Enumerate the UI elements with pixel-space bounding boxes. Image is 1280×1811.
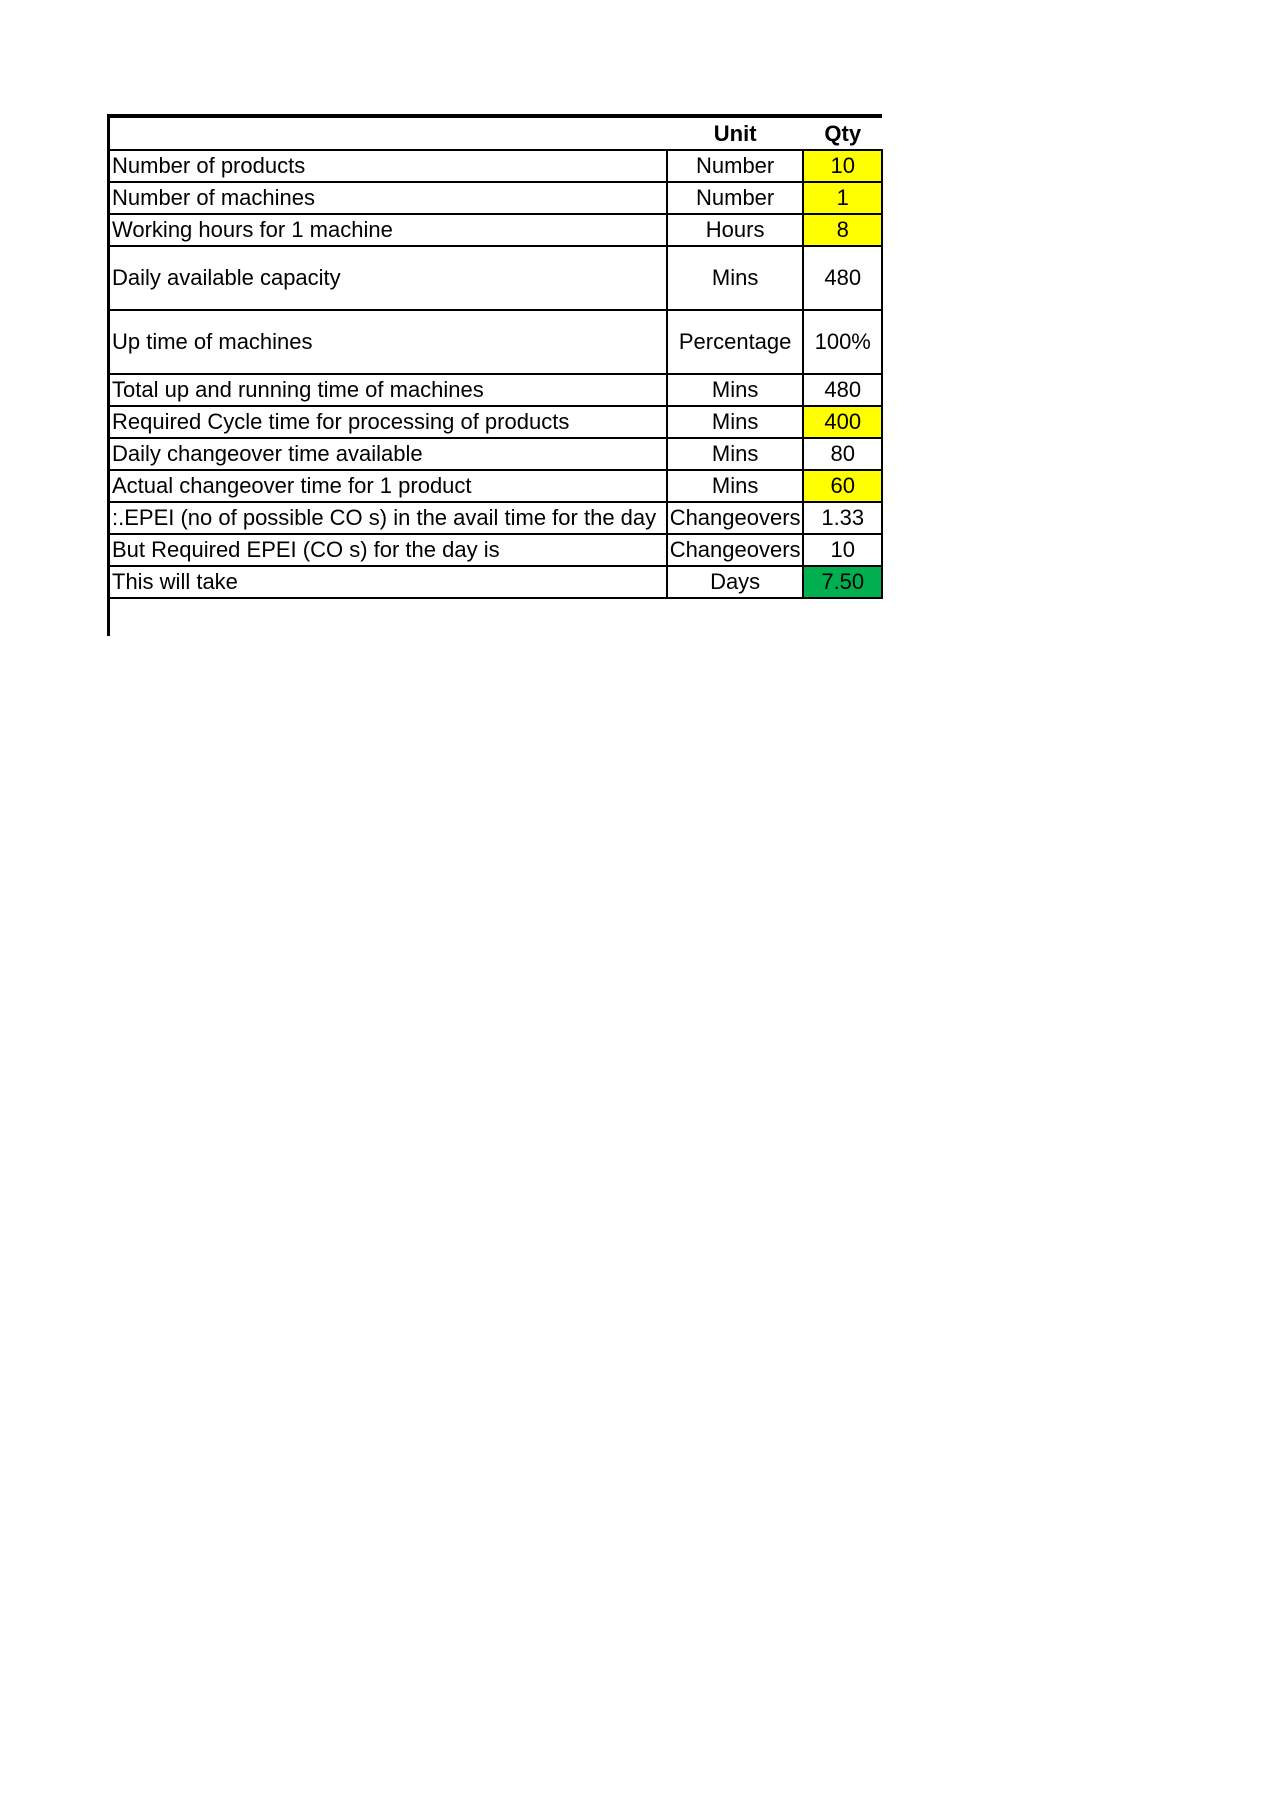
row-unit-cell[interactable]: Mins — [667, 406, 804, 438]
row-qty-cell[interactable]: 8 — [803, 214, 882, 246]
table-row — [109, 470, 883, 502]
row-unit-cell[interactable]: Mins — [667, 470, 804, 502]
row-qty-cell[interactable]: 480 — [803, 374, 882, 406]
row-unit-cell[interactable]: Hours — [667, 214, 804, 246]
header-unit[interactable]: Unit — [667, 116, 804, 150]
row-description-cell[interactable]: Working hours for 1 machine — [109, 214, 667, 246]
row-qty-cell[interactable]: 1 — [803, 182, 882, 214]
row-unit-cell[interactable]: Mins — [667, 374, 804, 406]
row-qty-cell[interactable]: 400 — [803, 406, 882, 438]
row-unit-cell[interactable]: Mins — [667, 438, 804, 470]
header-row — [109, 116, 883, 150]
row-qty-cell[interactable]: 60 — [803, 470, 882, 502]
row-description-cell[interactable]: Total up and running time of machines — [109, 374, 667, 406]
row-description-cell[interactable]: Actual changeover time for 1 product — [109, 470, 667, 502]
row-description-cell[interactable]: :.EPEI (no of possible CO s) in the avail time for the day — [109, 502, 667, 534]
row-description-cell[interactable]: This will take — [109, 566, 667, 598]
table-row — [109, 374, 883, 406]
row-unit-cell[interactable]: Changeovers — [667, 502, 804, 534]
row-description-cell[interactable]: But Required EPEI (CO s) for the day is — [109, 534, 667, 566]
table-row — [109, 214, 883, 246]
row-description-cell[interactable]: Up time of machines — [109, 310, 667, 374]
row-unit-cell[interactable]: Number — [667, 182, 804, 214]
row-qty-cell[interactable]: 480 — [803, 246, 882, 310]
row-qty-cell[interactable]: 10 — [803, 150, 882, 182]
table-row — [109, 534, 883, 566]
row-description-cell[interactable]: Daily available capacity — [109, 246, 667, 310]
header-qty[interactable]: Qty — [803, 116, 882, 150]
row-description-cell[interactable]: Number of machines — [109, 182, 667, 214]
row-unit-cell[interactable]: Days — [667, 566, 804, 598]
row-qty-cell[interactable]: 80 — [803, 438, 882, 470]
table-row — [109, 502, 883, 534]
spreadsheet-page — [107, 114, 883, 636]
epei-calculation-table — [107, 114, 883, 599]
table-row — [109, 150, 883, 182]
table-row — [109, 406, 883, 438]
row-description-cell[interactable]: Number of products — [109, 150, 667, 182]
table-row — [109, 310, 883, 374]
row-qty-cell[interactable]: 100% — [803, 310, 882, 374]
header-description[interactable] — [109, 116, 667, 150]
result-qty-cell[interactable]: 7.50 — [803, 566, 882, 598]
row-description-cell[interactable]: Daily changeover time available — [109, 438, 667, 470]
row-unit-cell[interactable]: Number — [667, 150, 804, 182]
row-unit-cell[interactable]: Percentage — [667, 310, 804, 374]
table-row — [109, 182, 883, 214]
row-unit-cell[interactable]: Changeovers — [667, 534, 804, 566]
table-row — [109, 246, 883, 310]
row-qty-cell[interactable]: 1.33 — [803, 502, 882, 534]
row-unit-cell[interactable]: Mins — [667, 246, 804, 310]
row-description-cell[interactable]: Required Cycle time for processing of products — [109, 406, 667, 438]
table-row — [109, 566, 883, 598]
row-qty-cell[interactable]: 10 — [803, 534, 882, 566]
table-row — [109, 438, 883, 470]
